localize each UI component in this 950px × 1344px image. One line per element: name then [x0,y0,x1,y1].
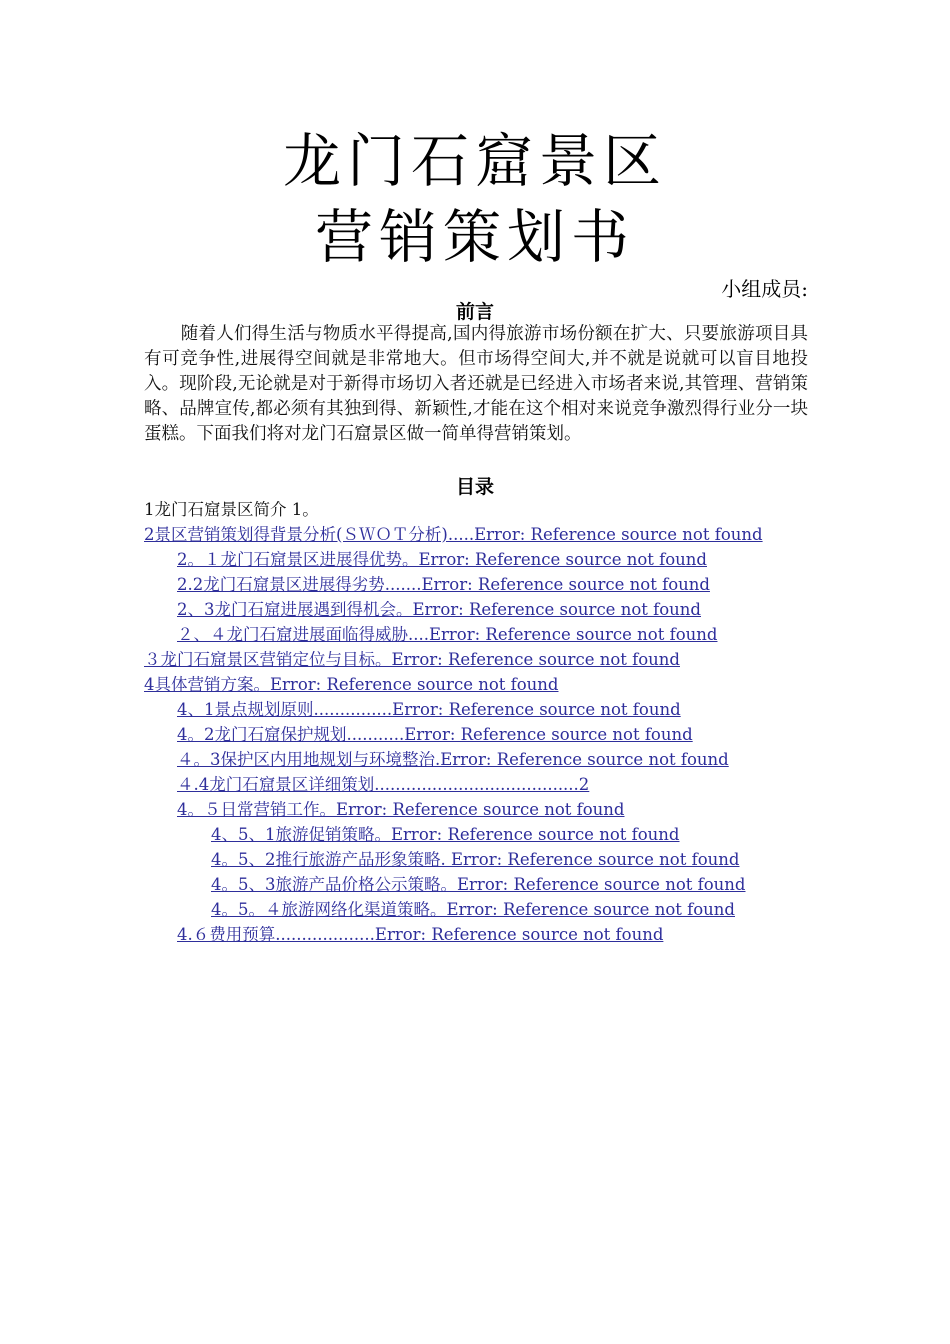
toc-entry-1: 1龙门石窟景区简介 1。 [144,500,319,519]
toc-entry-2-2[interactable]: 2.2龙门石窟景区进展得劣势.......Error: Reference source not found [177,575,710,594]
toc-entry-3[interactable]: ３龙门石窟景区营销定位与目标。Error: Reference source not found [144,650,680,669]
preface-paragraph: 随着人们得生活与物质水平得提高,国内得旅游市场份额在扩大、只要旅游项目具有可竞争性,进展得空间就是非常地大。但市场得空间大,并不就是说就可以盲目地投入。现阶段,无论就是对于新得市场切入者还就是已经进入市场者来说,其管理、营销策略、品牌宣传,都必须有其独到得、新颖性,才能在这个相对来说竞争激烈得行业分一块蛋糕。下面我们将对龙门石窟景区做一简单得营销策划。 [144,324,808,444]
toc-entry-4-1[interactable]: 4、1景点规划原则...............Error: Reference source not found [177,700,681,719]
toc-entry-4-5[interactable]: 4。５日常营销工作。Error: Reference source not found [177,800,625,819]
members-label: 小组成员: [721,277,808,301]
toc-entry-4-3[interactable]: ４。3保护区内用地规划与环境整治.Error: Reference source not found [177,750,729,769]
toc-entry-4-5-1[interactable]: 4、5、1旅游促销策略。Error: Reference source not found [211,825,680,844]
toc-entry-4-5-2[interactable]: 4。5、2推行旅游产品形象策略. Error: Reference source not found [211,850,740,869]
preface-heading: 前言 [455,301,494,323]
toc-entry-4-5-3[interactable]: 4。5、3旅游产品价格公示策略。Error: Reference source not found [211,875,746,894]
toc-entry-4-6[interactable]: 4.６费用预算...................Error: Reference source not found [177,925,664,944]
title-line-1: 龙门石窟景区 [282,127,667,195]
toc-entry-4-2[interactable]: 4。2龙门石窟保护规划...........Error: Reference source not found [177,725,693,744]
toc-entry-2-4[interactable]: ２、４龙门石窟进展面临得威胁....Error: Reference source not found [177,625,718,644]
toc-entry-4[interactable]: 4具体营销方案。Error: Reference source not found [144,675,559,694]
toc-entry-4-4[interactable]: ４.4龙门石窟景区详细策划.......................................2 [177,775,590,794]
toc-entry-4-5-4[interactable]: 4。5。４旅游网络化渠道策略。Error: Reference source not found [211,900,735,919]
toc-entry-2[interactable]: 2景区营销策划得背景分析(ＳＷＯＴ分析).....Error: Reference source not found [144,525,763,544]
toc-heading: 目录 [455,476,494,498]
toc-entry-2-1[interactable]: 2。１龙门石窟景区进展得优势。Error: Reference source not found [177,550,707,569]
table-of-contents [144,497,808,947]
toc-entry-2-3[interactable]: 2、3龙门石窟进展遇到得机会。Error: Reference source not found [177,600,701,619]
title-line-2: 营销策划书 [314,203,635,271]
